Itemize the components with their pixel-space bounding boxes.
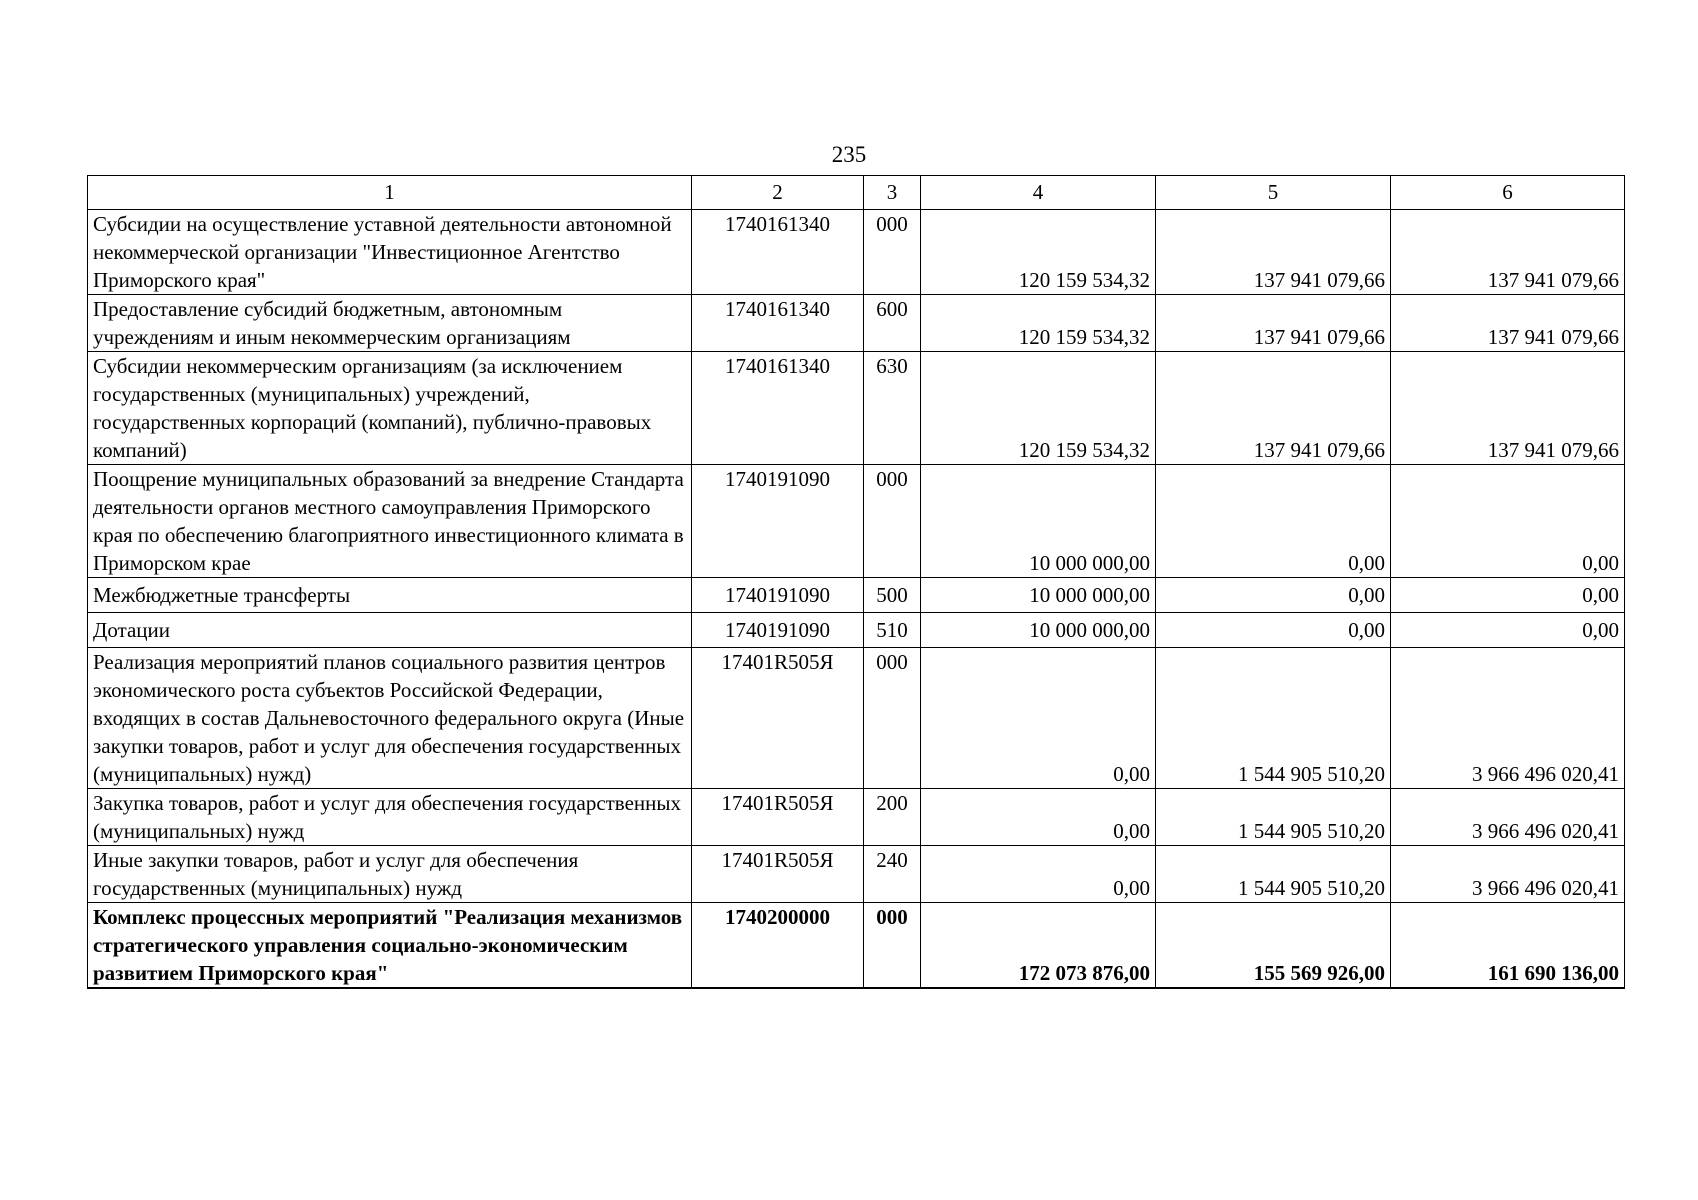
row-amount-col5: 1 544 905 510,20 [1156,846,1391,903]
row-name: Дотации [88,613,692,648]
row-amount-col6: 3 966 496 020,41 [1391,789,1625,846]
row-amount-col5: 155 569 926,00 [1156,903,1391,989]
row-target-code: 1740161340 [692,295,864,352]
row-expense-type: 240 [864,846,921,903]
row-amount-col4: 0,00 [921,648,1156,789]
row-expense-type: 510 [864,613,921,648]
header-row [88,176,1625,210]
row-name: Иные закупки товаров, работ и услуг для обеспечения государственных (муниципальных) нужд [88,846,692,903]
row-name: Закупка товаров, работ и услуг для обеспечения государственных (муниципальных) нужд [88,789,692,846]
row-amount-col4: 172 073 876,00 [921,903,1156,989]
row-amount-col4: 120 159 534,32 [921,210,1156,295]
row-amount-col4: 10 000 000,00 [921,613,1156,648]
budget-table [87,175,1625,989]
row-amount-col6: 137 941 079,66 [1391,210,1625,295]
row-expense-type: 000 [864,648,921,789]
row-name: Реализация мероприятий планов социального развития центров экономического роста субъектов Российской Федерации, входящих в состав Дальневосточного федерального округа (Иные закупки товаров, работ и услуг для обеспечения государственных (муниципальных) нужд) [88,648,692,789]
row-amount-col6: 0,00 [1391,578,1625,613]
column-header: 3 [864,176,921,210]
row-amount-col4: 120 159 534,32 [921,352,1156,465]
column-header: 6 [1391,176,1625,210]
row-name: Межбюджетные трансферты [88,578,692,613]
row-amount-col5: 0,00 [1156,613,1391,648]
table-row [88,210,1625,295]
table-row [88,613,1625,648]
row-amount-col6: 137 941 079,66 [1391,352,1625,465]
row-target-code: 1740161340 [692,352,864,465]
row-amount-col6: 3 966 496 020,41 [1391,846,1625,903]
row-amount-col5: 1 544 905 510,20 [1156,648,1391,789]
row-target-code: 17401R505Я [692,648,864,789]
row-amount-col4: 0,00 [921,846,1156,903]
page-number: 235 [831,142,867,167]
column-header: 5 [1156,176,1391,210]
row-amount-col6: 0,00 [1391,465,1625,578]
row-expense-type: 500 [864,578,921,613]
table-row-total [88,903,1625,989]
row-expense-type: 000 [864,465,921,578]
column-header: 1 [88,176,692,210]
row-amount-col5: 1 544 905 510,20 [1156,789,1391,846]
row-expense-type: 000 [864,903,921,989]
row-target-code: 17401R505Я [692,789,864,846]
row-expense-type: 000 [864,210,921,295]
row-amount-col5: 137 941 079,66 [1156,210,1391,295]
row-target-code: 1740200000 [692,903,864,989]
row-name: Предоставление субсидий бюджетным, автономным учреждениям и иным некоммерческим организациям [88,295,692,352]
row-amount-col5: 137 941 079,66 [1156,352,1391,465]
row-name: Субсидии некоммерческим организациям (за исключением государственных (муниципальных) учреждений, государственных корпораций (компаний), публично-правовых компаний) [88,352,692,465]
row-target-code: 1740191090 [692,465,864,578]
column-header: 4 [921,176,1156,210]
row-target-code: 1740191090 [692,613,864,648]
row-target-code: 1740191090 [692,578,864,613]
row-target-code: 17401R505Я [692,846,864,903]
row-name: Поощрение муниципальных образований за внедрение Стандарта деятельности органов местного самоуправления Приморского края по обеспечению благоприятного инвестиционного климата в Приморском крае [88,465,692,578]
table-row [88,295,1625,352]
row-amount-col5: 0,00 [1156,465,1391,578]
row-amount-col6: 137 941 079,66 [1391,295,1625,352]
table-row [88,465,1625,578]
row-name: Комплекс процессных мероприятий "Реализация механизмов стратегического управления социально-экономическим развитием Приморского края" [88,903,692,989]
row-amount-col4: 120 159 534,32 [921,295,1156,352]
row-amount-col6: 3 966 496 020,41 [1391,648,1625,789]
row-target-code: 1740161340 [692,210,864,295]
row-amount-col6: 161 690 136,00 [1391,903,1625,989]
row-amount-col6: 0,00 [1391,613,1625,648]
row-amount-col5: 0,00 [1156,578,1391,613]
table-row [88,789,1625,846]
column-header: 2 [692,176,864,210]
row-amount-col4: 0,00 [921,789,1156,846]
row-expense-type: 630 [864,352,921,465]
table-row [88,648,1625,789]
table-row [88,846,1625,903]
table-row [88,578,1625,613]
row-expense-type: 600 [864,295,921,352]
row-name: Субсидии на осуществление уставной деятельности автономной некоммерческой организации "Инвестиционное Агентство Приморского края" [88,210,692,295]
table-row [88,352,1625,465]
row-amount-col4: 10 000 000,00 [921,578,1156,613]
row-amount-col4: 10 000 000,00 [921,465,1156,578]
row-expense-type: 200 [864,789,921,846]
row-amount-col5: 137 941 079,66 [1156,295,1391,352]
